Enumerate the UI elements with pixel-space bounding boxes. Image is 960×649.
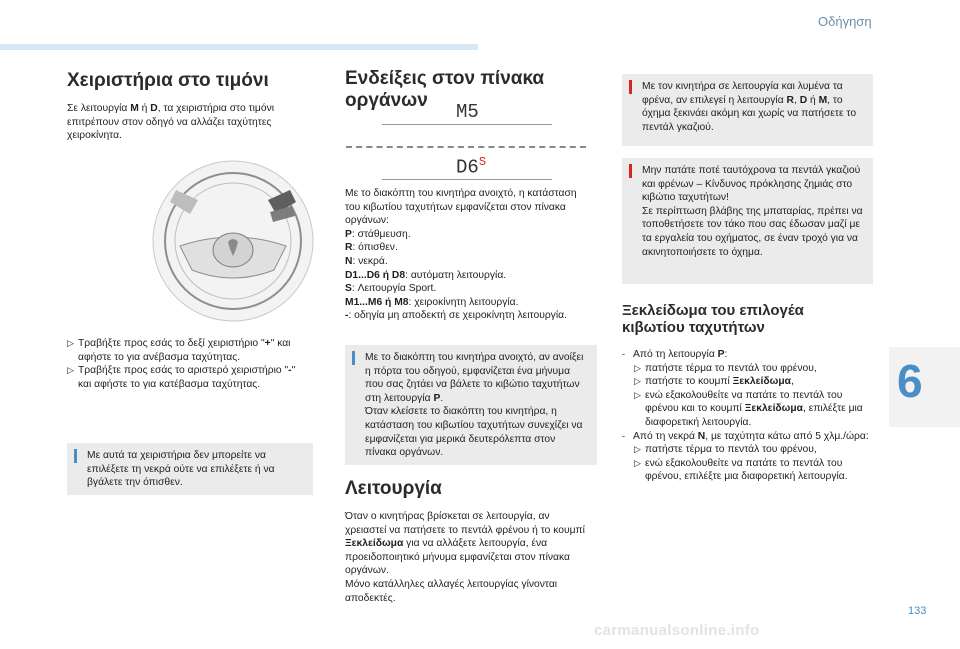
col3-title-line2: κιβωτίου ταχυτήτων bbox=[622, 319, 765, 336]
mode-item-m: M1...M6 ή M8: χειροκίνητη λειτουργία. bbox=[345, 296, 519, 308]
col1-title: Χειριστήρια στο τιμόνι bbox=[67, 70, 269, 91]
col2-title-line1: Ενδείξεις στον πίνακα bbox=[345, 68, 545, 89]
section-title: Οδήγηση bbox=[818, 14, 872, 29]
steering-wheel-illustration bbox=[150, 158, 316, 324]
arrow-icon: ▷ bbox=[67, 338, 74, 348]
mode-item-n: N: νεκρά. bbox=[345, 255, 388, 267]
info-note: Με αυτά τα χειριστήρια δεν μπορείτε να επιλέξετε τη νεκρά ούτε να επιλέξετε ή να βγάλετε την όπισθεν. bbox=[67, 443, 313, 495]
column-1 bbox=[67, 70, 297, 143]
operation-paragraph-2: Μόνο κατάλληλες αλλαγές λειτουργίας γίνονται αποδεκτές. bbox=[345, 578, 558, 604]
arrow-icon: ▷ bbox=[634, 362, 641, 373]
watermark: carmanualsonline.info bbox=[594, 622, 760, 639]
operation-paragraph: Όταν ο κινητήρας βρίσκεται σε λειτουργία, αν χρειαστεί να πατήσετε το πεντάλ φρένου ή το κουμπί Ξεκλείδωμα για να αλλάξετε λειτουργία, ένα προειδοποιητικό μήνυμα εμφανίζεται στον πίνακα οργάνων. bbox=[345, 511, 585, 577]
info-icon bbox=[352, 351, 355, 365]
chapter-number: 6 bbox=[897, 355, 923, 407]
arrow-icon: ▷ bbox=[634, 457, 641, 468]
col2-intro: Με το διακόπτη του κινητήρα ανοιχτό, η κατάσταση του κιβωτίου ταχυτήτων εμφανίζεται στον πίνακα οργάνων: bbox=[345, 188, 577, 227]
col2-title2: Λειτουργία bbox=[345, 478, 442, 499]
col3-title-line1: Ξεκλείδωμα του επιλογέα bbox=[622, 302, 804, 319]
list-item: ▷ ενώ εξακολουθείτε να πατάτε το πεντάλ του φρένου και το κουμπί Ξεκλείδωμα, επιλέξτε μια διαφορετική λειτουργία. bbox=[634, 389, 863, 428]
arrow-icon: ▷ bbox=[634, 389, 641, 400]
mode-item-s: S: Λειτουργία Sport. bbox=[345, 283, 437, 295]
mode-item-p: P: στάθμευση. bbox=[345, 228, 411, 240]
list-item: ▷ Τραβήξτε προς εσάς το δεξί χειριστήριο "+" και αφήστε το για ανέβασμα ταχύτητας. bbox=[67, 338, 291, 363]
mode-item-r: R: όπισθεν. bbox=[345, 242, 398, 254]
col1-intro: Σε λειτουργία M ή D, τα χειριστήρια στο τιμόνι επιτρέπουν στον οδηγό να αλλάζει ταχύτητες χειροκίνητα. bbox=[67, 103, 275, 142]
info-note: Με το διακόπτη του κινητήρα ανοιχτό, αν ανοίξει η πόρτα του οδηγού, εμφανίζεται ένα μήνυμα που σας ζητάει να βάλετε το κιβώτιο ταχυτήτων στη λειτουργία P. Όταν κλείσετε το διακόπτη του κινητήρα, η κατάσταση του κιβωτίου ταχυτήτων συνεχίζει να εμφανίζεται για μερικά δευτερόλεπτα στον πίνακα οργάνων. bbox=[345, 345, 597, 465]
list-item: ▷ πατήστε το κουμπί Ξεκλείδωμα, bbox=[634, 376, 794, 388]
mode-item-dash: -: οδηγία μη αποδεκτή σε χειροκίνητη λειτουργία. bbox=[345, 310, 567, 322]
warning-note: Μην πατάτε ποτέ ταυτόχρονα τα πεντάλ γκαζιού και φρένων – Κίνδυνος πρόκλησης ζημιάς στο κιβώτιο ταχυτήτων! Σε περίπτωση βλάβης της μπαταρίας, πρέπει να τοποθετήσετε τον τάκο που σας έδωσαν μαζί με τα εργαλεία του οχήματος, σε έναν τροχό για να ακινητοποιήσετε το όχημα. bbox=[622, 158, 873, 284]
display-gear-manual: M5 bbox=[456, 101, 479, 123]
col2-operation bbox=[345, 478, 590, 605]
list-item: ▷ πατήστε τέρμα το πεντάλ του φρένου, bbox=[634, 362, 817, 374]
warning-icon bbox=[629, 80, 632, 94]
list-item: - Από τη λειτουργία P: bbox=[622, 349, 728, 360]
mode-item-d: D1...D6 ή D8: αυτόματη λειτουργία. bbox=[345, 269, 507, 281]
list-item: ▷ ενώ εξακολουθείτε να πατάτε το πεντάλ του φρένου, επιλέξτε μια διαφορετική λειτουργία. bbox=[634, 457, 848, 483]
arrow-icon: ▷ bbox=[634, 376, 641, 387]
page-number: 133 bbox=[908, 605, 927, 617]
arrow-icon: ▷ bbox=[634, 444, 641, 455]
list-item: - Από τη νεκρά N, με ταχύτητα κάτω από 5 χλμ./ώρα: bbox=[622, 430, 869, 442]
display-gear-auto: $D6^S$ bbox=[456, 155, 487, 179]
arrow-icon: ▷ bbox=[67, 365, 74, 376]
list-item: ▷ Τραβήξτε προς εσάς το αριστερό χειριστήριο "-" και αφήστε το για κατέβασμα ταχύτητας. bbox=[67, 365, 296, 390]
col1-bullets bbox=[67, 337, 307, 391]
info-icon bbox=[74, 449, 77, 463]
header-accent-bar bbox=[0, 44, 478, 50]
col2-body bbox=[345, 187, 590, 323]
list-item: ▷ πατήστε τέρμα το πεντάλ του φρένου, bbox=[634, 444, 817, 456]
warning-icon bbox=[629, 164, 632, 178]
column-3-unlock bbox=[622, 302, 877, 484]
warning-note: Με τον κινητήρα σε λειτουργία και λυμένα τα φρένα, αν επιλεγεί η λειτουργία R, D ή M, το όχημα ξεκινάει ακόμη και χωρίς να πατήσετε το πεντάλ γκαζιού. bbox=[622, 74, 873, 146]
col2-title-line2: οργάνων bbox=[345, 90, 428, 111]
